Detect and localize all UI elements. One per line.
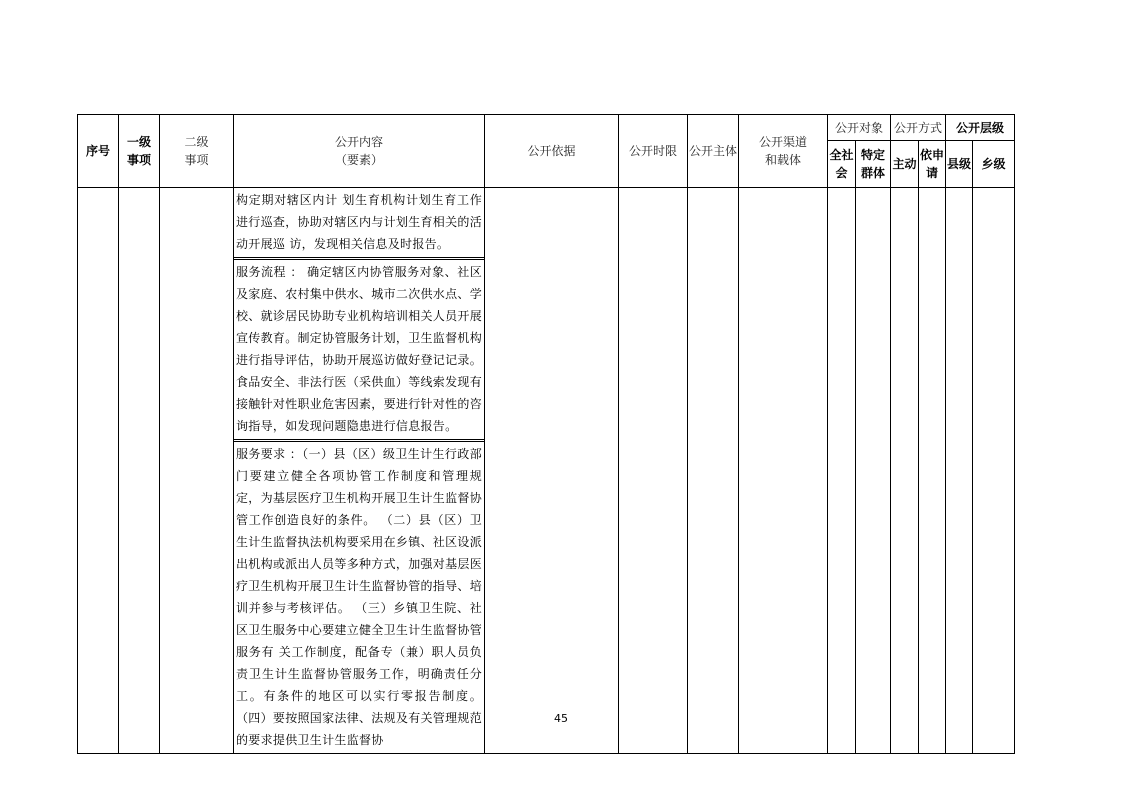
header-basis: 公开依据 <box>485 115 619 188</box>
content-block-scope: 构定期对辖区内计 划生育机构计划生育工作进行巡查，协助对辖区内与计划生育相关的活动开展巡 访，发现相关信息及时报告。 <box>234 188 484 258</box>
header-time-limit: 公开时限 <box>619 115 688 188</box>
header-target-all: 全社 会 <box>828 141 856 188</box>
content-block-requirements: 服务要求 ：（一）县（区）级卫生计生行政部门要建立健全各项协管工作制度和管理规 定，为基层医疗卫生机构开展卫生计生监督协管工作创造良好的条件。 （二）县（区）卫生计生监督执法机构要采用在乡镇、社区设派出机构或派出人员等多种方式，加强对基层医疗卫生机构开展卫生计生监督协管的指导、培 训并参与考核评估。 （三）乡镇卫生院、社区卫生服务中心要建立健全卫生计生监督协管服务有 关工作制度，配备专（兼）职人员负责卫生计生监督协管服务工作，明确责任分 工。有条件的地区可以实行零报告制度。 （四）要按照国家法律、法规及有关管理规范的要求提供卫生计生监督协 <box>234 441 484 753</box>
cell-level1 <box>119 188 160 754</box>
cell-subject <box>688 188 739 754</box>
cell-time-limit <box>619 188 688 754</box>
header-level-county: 县级 <box>946 141 973 188</box>
header-level: 公开层级 <box>946 115 1015 141</box>
header-method-apply: 依申 请 <box>919 141 946 188</box>
cell-basis <box>485 188 619 754</box>
header-target: 公开对象 <box>828 115 891 141</box>
cell-level-county <box>946 188 973 754</box>
cell-level-township <box>973 188 1015 754</box>
cell-target-all <box>828 188 856 754</box>
header-method: 公开方式 <box>891 115 946 141</box>
header-level2: 二级 事项 <box>160 115 234 188</box>
cell-method-apply <box>919 188 946 754</box>
header-seq: 序号 <box>78 115 119 188</box>
disclosure-table <box>77 114 1015 754</box>
header-channel: 公开渠道 和载体 <box>739 115 828 188</box>
header-level-township: 乡级 <box>973 141 1015 188</box>
page-number: 45 <box>554 712 568 725</box>
header-level1: 一级 事项 <box>119 115 160 188</box>
content-block-process: 服务流程 ： 确定辖区内协管服务对象、社区及家庭、农村集中供水、城市二次供水点、学校、就诊居民协助专业机构培训相关人员开展宣传教育。制定协管服务计划，卫生监督机构进行指导评估，协助开展巡访做好登记记录。食品安全、非法行医（采供血）等线索发现有接触针对性职业危害因素，要进行针对性的咨询指导，如发现问题隐患进行信息报告。 <box>234 259 484 440</box>
header-target-specific: 特定 群体 <box>856 141 891 188</box>
cell-method-active <box>891 188 919 754</box>
header-method-active: 主动 <box>891 141 919 188</box>
cell-level2 <box>160 188 234 754</box>
cell-seq <box>78 188 119 754</box>
cell-content <box>234 188 485 754</box>
cell-channel <box>739 188 828 754</box>
header-subject: 公开主体 <box>688 115 739 188</box>
header-content: 公开内容 （要素） <box>234 115 485 188</box>
cell-target-specific <box>856 188 891 754</box>
